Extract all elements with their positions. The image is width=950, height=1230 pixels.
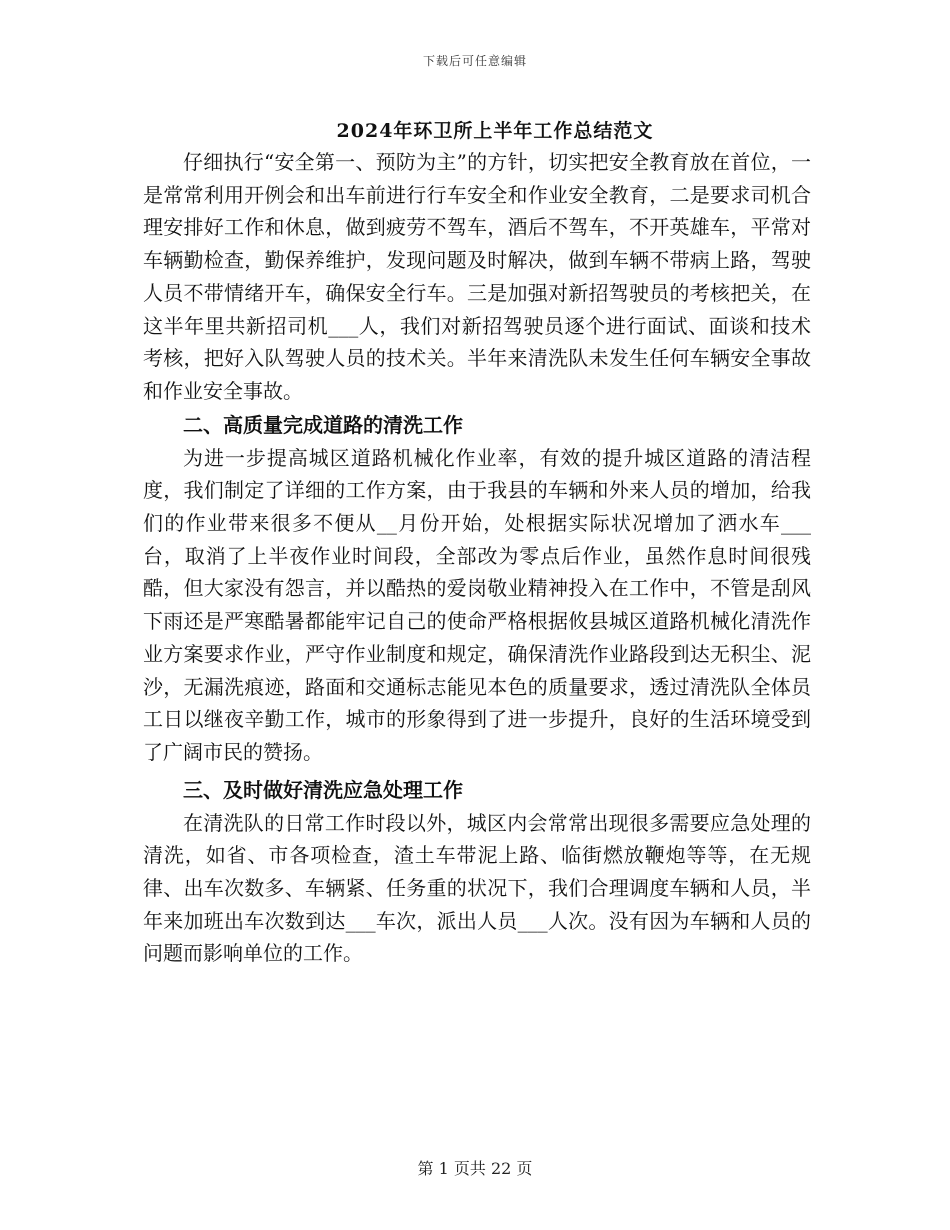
section-heading-emergency-cleaning: 三、及时做好清洗应急处理工作	[183, 777, 463, 802]
section-heading-road-cleaning: 二、高质量完成道路的清洗工作	[183, 412, 463, 437]
document-body	[143, 146, 811, 970]
paragraph-safety: 仔细执行“安全第一、预防为主”的方针，切实把安全教育放在首位，一是常常利用开例会和出车前进行行车安全和作业安全教育，二是要求司机合理安排好工作和休息，做到疲劳不驾车，酒后不驾车，不开英雄车，平常对车辆勤检查，勤保养维护，发现问题及时解决，做到车辆不带病上路，驾驶人员不带情绪开车，确保安全行车。三是加强对新招驾驶员的考核把关，在这半年里共新招司机___人，我们对新招驾驶员逐个进行面试、面谈和技术考核，把好入队驾驶人员的技术关。半年来清洗队未发生任何车辆安全事故和作业安全事故。	[143, 150, 811, 403]
document-title: 2024年环卫所上半年工作总结范文	[336, 120, 654, 142]
page-header: 下载后可任意编辑	[422, 54, 527, 68]
page-number-footer: 第 1 页共 22 页	[417, 1159, 533, 1178]
paragraph-road-cleaning: 为进一步提高城区道路机械化作业率，有效的提升城区道路的清洁程度，我们制定了详细的工作方案，由于我县的车辆和外来人员的增加，给我们的作业带来很多不便从__月份开始，处根据实际状况增加了洒水车___台，取消了上半夜作业时间段，全部改为零点后作业，虽然作息时间很残酷，但大家没有怨言，并以酷热的爱岗敬业精神投入在工作中，不管是刮风下雨还是严寒酷暑都能牢记自己的使命严格根据攸县城区道路机械化清洗作业方案要求作业，严守作业制度和规定，确保清洗作业路段到达无积尘、泥沙，无漏洗痕迹，路面和交通标志能见本色的质量要求，透过清洗队全体员工日以继夜辛勤工作，城市的形象得到了进一步提升，良好的生活环境受到了广阔市民的赞扬。	[143, 445, 811, 764]
paragraph-emergency-cleaning: 在清洗队的日常工作时段以外，城区内会常常出现很多需要应急处理的清洗，如省、市各项检查，渣土车带泥上路、临街燃放鞭炮等等，在无规律、出车次数多、车辆紧、任务重的状况下，我们合理调度车辆和人员，半年来加班出车次数到达___车次，派出人员___人次。没有因为车辆和人员的问题而影响单位的工作。	[143, 810, 811, 966]
